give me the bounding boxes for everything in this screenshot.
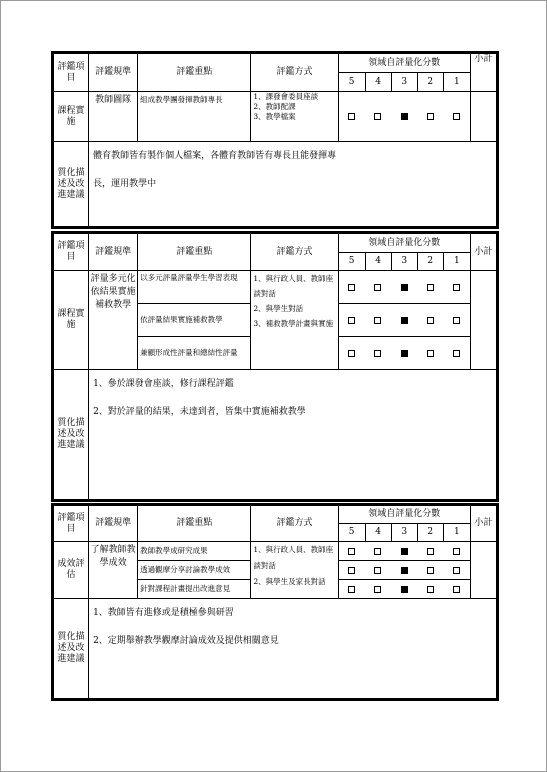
focus-cell: 組成教學團發揮教師專長 xyxy=(138,92,251,142)
header-focus: 評鑑重點 xyxy=(138,54,251,92)
subtotal-cell xyxy=(470,542,496,599)
score-checkbox-3[interactable] xyxy=(401,317,408,324)
score-checkbox-1[interactable] xyxy=(453,586,460,593)
score-checkbox-2[interactable] xyxy=(427,113,434,120)
qual-line: 1、教師皆有進修或是積極參與研習 xyxy=(93,608,234,618)
score-checkbox-5[interactable] xyxy=(348,350,355,357)
score-2: 2 xyxy=(417,73,443,92)
header-item: 評鑑項目 xyxy=(54,506,89,542)
score-3: 3 xyxy=(391,73,417,92)
header-focus: 評鑑重點 xyxy=(138,234,251,271)
score-checkbox-5[interactable] xyxy=(348,284,355,291)
evaluation-block-1 xyxy=(51,51,499,229)
header-criteria: 評鑑規準 xyxy=(89,506,138,542)
score-checkbox-1[interactable] xyxy=(453,567,460,574)
evaluation-block-2 xyxy=(51,231,499,502)
header-subtotal: 小計 xyxy=(470,54,496,92)
score-boxes xyxy=(338,580,470,599)
score-box-row xyxy=(339,113,470,120)
score-box-row xyxy=(339,548,470,555)
focus-cell: 針對課程計畫提出改進意見 xyxy=(138,580,251,599)
score-checkbox-2[interactable] xyxy=(427,548,434,555)
qual-text xyxy=(89,370,497,500)
method-cell xyxy=(251,542,338,599)
score-5: 5 xyxy=(338,73,365,92)
score-checkbox-5[interactable] xyxy=(348,113,355,120)
qual-text xyxy=(89,142,497,227)
focus-cell: 兼顧形成性評量和總結性評量 xyxy=(138,337,251,370)
header-subtotal: 小計 xyxy=(470,234,496,271)
score-checkbox-5[interactable] xyxy=(348,317,355,324)
score-checkbox-2[interactable] xyxy=(427,586,434,593)
focus-cell: 透過觀摩分享討論教學成效 xyxy=(138,561,251,580)
qual-line: 長，運用教學中 xyxy=(93,179,157,189)
item-cell: 成效評估 xyxy=(54,542,89,599)
criteria-cell: 評量多元化依結果實施補救教學 xyxy=(89,271,138,370)
qual-label: 質化描述及改進建議 xyxy=(54,142,89,227)
method-line: 2、與學生對話 xyxy=(253,304,304,313)
header-subtotal: 小計 xyxy=(470,506,496,542)
score-checkbox-1[interactable] xyxy=(453,113,460,120)
qual-line: 2、定期舉辦教學觀摩討論成效及提供相關意見 xyxy=(93,636,279,646)
score-boxes xyxy=(338,337,470,370)
header-self-score: 領域自評量化分數 xyxy=(338,54,470,73)
qual-text xyxy=(89,599,497,699)
score-checkbox-4[interactable] xyxy=(374,567,381,574)
score-5: 5 xyxy=(338,524,365,542)
header-method: 評鑑方式 xyxy=(251,506,338,542)
method-line: 1、與行政人員、教師座談對話 xyxy=(253,545,334,570)
method-line: 1、課發會委員座談 xyxy=(253,92,319,101)
focus-cell: 依評量結果實施補救教學 xyxy=(138,304,251,337)
method-line: 2、教師配課 xyxy=(253,102,296,111)
score-boxes xyxy=(338,561,470,580)
score-checkbox-3[interactable] xyxy=(401,350,408,357)
score-checkbox-5[interactable] xyxy=(348,567,355,574)
method-cell xyxy=(251,271,338,370)
score-checkbox-1[interactable] xyxy=(453,548,460,555)
method-line: 1、與行政人員、教師座談對話 xyxy=(253,274,334,298)
score-checkbox-3[interactable] xyxy=(401,586,408,593)
qual-label: 質化描述及改進建議 xyxy=(54,370,89,500)
score-checkbox-4[interactable] xyxy=(374,317,381,324)
score-4: 4 xyxy=(365,253,391,271)
subtotal-cell xyxy=(470,271,496,370)
method-cell xyxy=(251,92,338,142)
focus-cell: 教師教學成研究成果 xyxy=(138,542,251,561)
score-2: 2 xyxy=(417,253,443,271)
score-checkbox-2[interactable] xyxy=(427,567,434,574)
score-checkbox-4[interactable] xyxy=(374,586,381,593)
score-checkbox-1[interactable] xyxy=(453,284,460,291)
score-boxes xyxy=(338,92,470,142)
qual-label: 質化描述及改進建議 xyxy=(54,599,89,699)
score-1: 1 xyxy=(443,253,470,271)
criteria-cell: 教師圖隊 xyxy=(89,92,138,142)
score-checkbox-2[interactable] xyxy=(427,350,434,357)
score-2: 2 xyxy=(417,524,443,542)
header-criteria: 評鑑規準 xyxy=(89,54,138,92)
score-boxes xyxy=(338,271,470,304)
qual-line: 2、對於評量的結果，未達到者，皆集中實施補救教學 xyxy=(93,407,306,417)
focus-cell: 以多元評量評量學生學習表現 xyxy=(138,271,251,304)
method-line: 3、補救教學計畫與實施 xyxy=(253,319,334,328)
header-method: 評鑑方式 xyxy=(251,234,338,271)
header-criteria: 評鑑規準 xyxy=(89,234,138,271)
score-checkbox-4[interactable] xyxy=(374,548,381,555)
header-self-score: 領域自評量化分數 xyxy=(338,506,470,524)
method-line: 3、教學檔案 xyxy=(253,112,296,121)
score-1: 1 xyxy=(443,73,470,92)
score-box-row xyxy=(339,284,470,291)
header-self-score: 領域自評量化分數 xyxy=(338,234,470,253)
score-boxes xyxy=(338,304,470,337)
header-method: 評鑑方式 xyxy=(251,54,338,92)
method-line: 2、與學生及家長對話 xyxy=(253,577,326,586)
qual-line: 1、參於課發會座談，修行課程評鑑 xyxy=(93,379,234,389)
score-checkbox-4[interactable] xyxy=(374,284,381,291)
score-4: 4 xyxy=(365,524,391,542)
score-1: 1 xyxy=(443,524,470,542)
evaluation-block-3 xyxy=(51,503,499,701)
score-4: 4 xyxy=(365,73,391,92)
header-focus: 評鑑重點 xyxy=(138,506,251,542)
score-5: 5 xyxy=(338,253,365,271)
item-cell: 課程實施 xyxy=(54,271,89,370)
score-checkbox-5[interactable] xyxy=(348,586,355,593)
score-box-row xyxy=(339,317,470,324)
score-3: 3 xyxy=(391,253,417,271)
qual-line: 體育教師皆有製作個人檔案，各體育教師皆有專長且能發揮專 xyxy=(93,151,337,161)
score-checkbox-1[interactable] xyxy=(453,317,460,324)
score-box-row xyxy=(339,586,470,593)
score-checkbox-4[interactable] xyxy=(374,113,381,120)
score-checkbox-2[interactable] xyxy=(427,317,434,324)
score-box-row xyxy=(339,350,470,357)
score-checkbox-3[interactable] xyxy=(401,113,408,120)
score-checkbox-4[interactable] xyxy=(374,350,381,357)
criteria-cell: 了解教師教學成效 xyxy=(89,542,138,599)
score-3: 3 xyxy=(391,524,417,542)
score-checkbox-1[interactable] xyxy=(453,350,460,357)
subtotal-cell xyxy=(470,92,496,142)
score-box-row xyxy=(339,567,470,574)
item-cell: 課程實施 xyxy=(54,92,89,142)
score-checkbox-3[interactable] xyxy=(401,567,408,574)
header-item: 評鑑項目 xyxy=(54,234,89,271)
score-checkbox-3[interactable] xyxy=(401,284,408,291)
score-checkbox-5[interactable] xyxy=(348,548,355,555)
score-checkbox-2[interactable] xyxy=(427,284,434,291)
header-item: 評鑑項目 xyxy=(54,54,89,92)
score-boxes xyxy=(338,542,470,561)
score-checkbox-3[interactable] xyxy=(401,548,408,555)
